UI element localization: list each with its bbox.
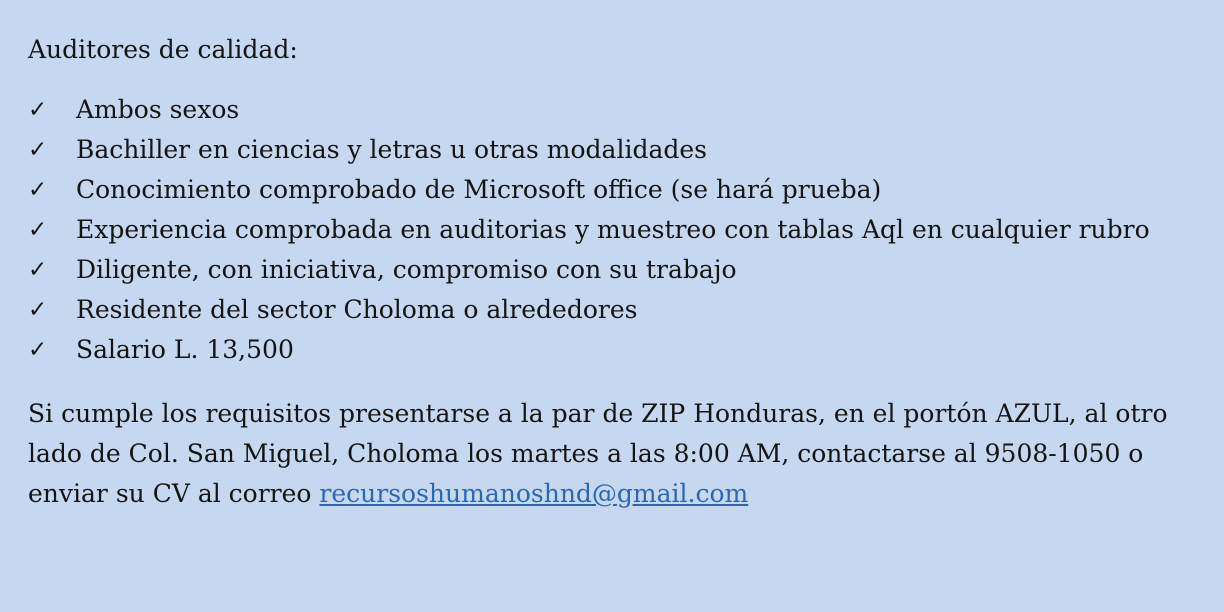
list-item	[28, 330, 1184, 370]
instructions-text: Si cumple los requisitos presentarse a la par de ZIP Honduras, en el portón AZUL, al otro lado de Col. San Miguel, Choloma los martes a las 8:00 AM, contactarse al 9508-1050 o enviar su CV al correo	[28, 399, 1168, 508]
list-item	[28, 290, 1184, 330]
posting-title: Auditores de calidad:	[28, 35, 298, 64]
checkmark-icon: ✓	[28, 337, 48, 363]
checkmark-icon: ✓	[28, 257, 48, 283]
list-item	[28, 130, 1184, 170]
list-item	[28, 170, 1184, 210]
list-item	[28, 90, 1184, 130]
checkmark-icon: ✓	[28, 217, 48, 243]
requirement-text: Ambos sexos	[76, 95, 240, 124]
requirement-text: Diligente, con iniciativa, compromiso con su trabajo	[76, 255, 737, 284]
requirement-text: Salario L. 13,500	[76, 335, 294, 364]
list-item	[28, 210, 1184, 250]
requirements-list	[28, 90, 1184, 370]
checkmark-icon: ✓	[28, 137, 48, 163]
requirement-text: Residente del sector Choloma o alrededores	[76, 295, 638, 324]
checkmark-icon: ✓	[28, 177, 48, 203]
requirement-text: Bachiller en ciencias y letras u otras modalidades	[76, 135, 707, 164]
application-instructions	[28, 394, 1184, 514]
checkmark-icon: ✓	[28, 297, 48, 323]
checkmark-icon: ✓	[28, 97, 48, 123]
list-item	[28, 250, 1184, 290]
email-link[interactable]: recursoshumanoshnd@gmail.com	[319, 479, 749, 508]
requirement-text: Experiencia comprobada en auditorias y muestreo con tablas Aql en cualquier rubro	[76, 215, 1150, 244]
requirement-text: Conocimiento comprobado de Microsoft office (se hará prueba)	[76, 175, 882, 204]
